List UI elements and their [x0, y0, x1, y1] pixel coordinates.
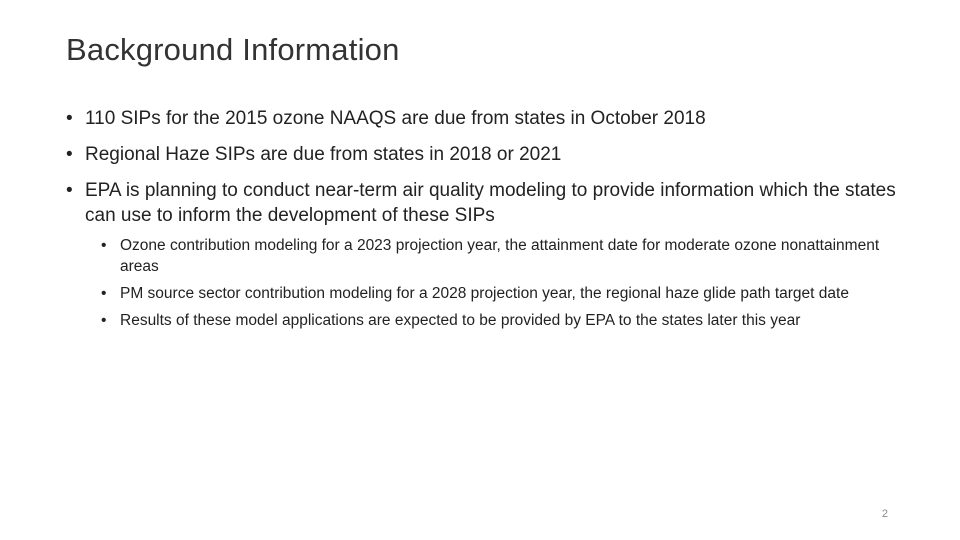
bullet-text: EPA is planning to conduct near-term air quality modeling to provide information which the states can use to inform the development of these SIPs: [85, 180, 896, 226]
sub-bullet-text: Ozone contribution modeling for a 2023 projection year, the attainment date for moderate ozone nonattainment areas: [120, 237, 880, 275]
bullet-item: [66, 106, 916, 131]
bullet-list: [66, 106, 916, 342]
bullet-item: [66, 178, 916, 331]
bullet-marker: •: [66, 180, 73, 201]
slide-title: Background Information: [66, 32, 400, 67]
page-number: 2: [881, 508, 888, 520]
sub-bullet-item: [101, 310, 916, 331]
bullet-marker: •: [66, 144, 73, 165]
bullet-item: [66, 142, 916, 167]
sub-bullet-text: PM source sector contribution modeling for a 2028 projection year, the regional haze glide path target date: [120, 285, 849, 302]
sub-bullet-list: [101, 235, 916, 331]
sub-bullet-item: [101, 283, 916, 304]
bullet-marker: •: [66, 108, 73, 129]
bullet-text: Regional Haze SIPs are due from states in 2018 or 2021: [85, 144, 562, 165]
sub-bullet-text: Results of these model applications are expected to be provided by EPA to the states later this year: [120, 312, 801, 329]
sub-bullet-marker: •: [101, 285, 107, 302]
bullet-text: 110 SIPs for the 2015 ozone NAAQS are due from states in October 2018: [85, 108, 706, 129]
sub-bullet-marker: •: [101, 312, 107, 329]
sub-bullet-marker: •: [101, 237, 107, 254]
sub-bullet-item: [101, 235, 916, 277]
